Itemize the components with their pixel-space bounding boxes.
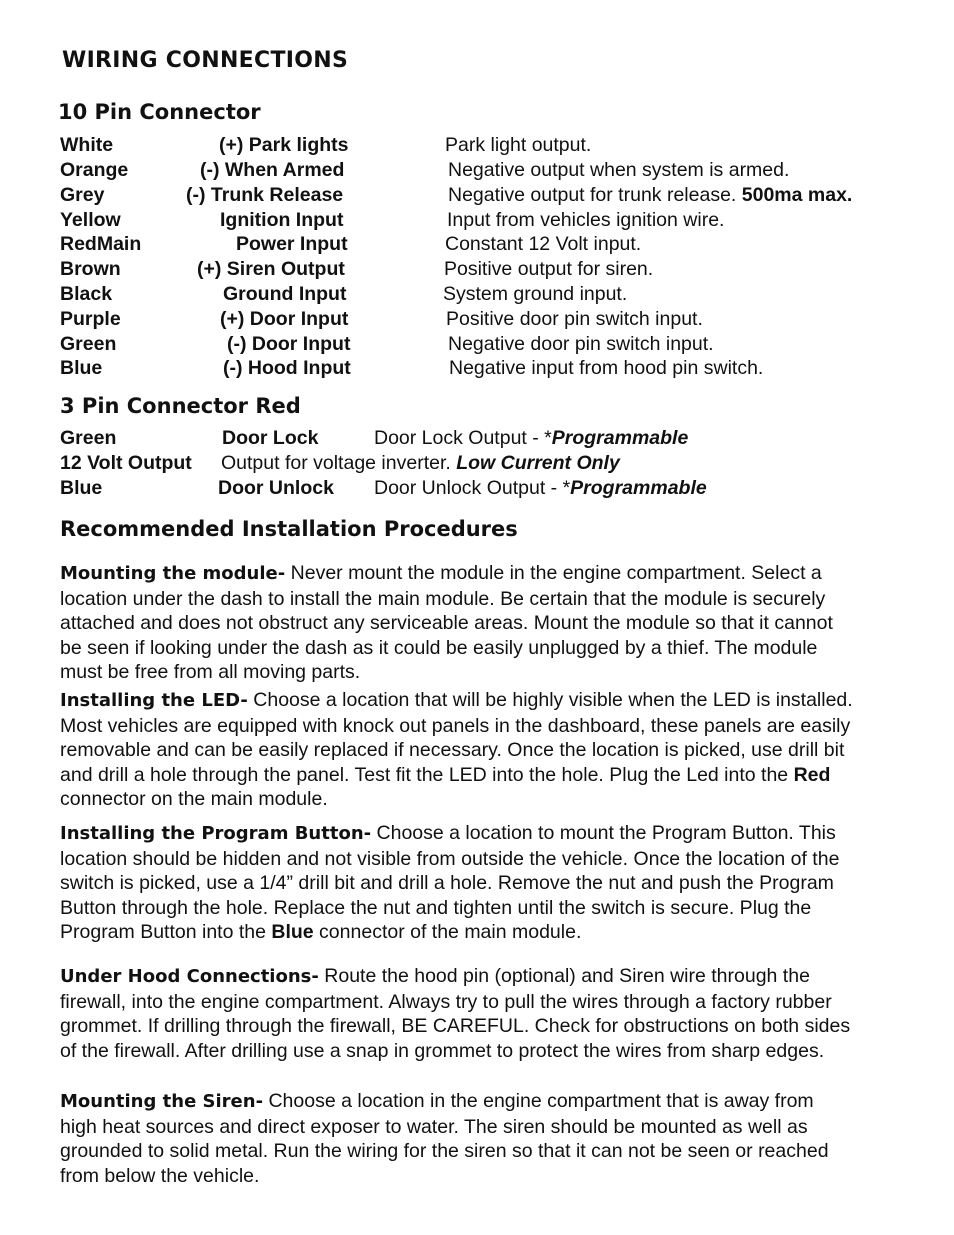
wire-color: Green — [60, 333, 117, 355]
wire-color: Blue — [60, 477, 103, 499]
wire-function: (-) Hood Input — [223, 357, 351, 379]
wire-function: Ignition Input — [220, 209, 344, 231]
wire-description: Constant 12 Volt input. — [445, 233, 642, 255]
wire-color: Brown — [60, 258, 121, 280]
table-row — [60, 426, 910, 451]
table-row — [60, 282, 910, 307]
wire-description: Negative output for trunk release. 500ma max. — [448, 184, 853, 206]
under-hood-paragraph: Under Hood Connections- Route the hood pin (optional) and Siren wire through the firewall, into the engine compartment. Always try to pull the wires through a factory rubber grommet. If drilling through the firewall, BE CAREFUL. Check for obstructions on both sides of the firewall. After drilling use a snap in grommet to protect the wires from sharp edges. — [60, 965, 851, 1062]
installing-program-button-paragraph: Installing the Program Button- Choose a location to mount the Program Button. This location should be hidden and not visible from outside the vehicle. Once the location of the switch is picked, use a 1/4” drill bit and drill a hole. Remove the nut and push the Program Button through the hole. Replace the nut and tighten until the switch is secure. Plug the Program Button into the Blue connector of the main module. — [60, 822, 840, 943]
wire-description: Park light output. — [445, 134, 592, 156]
wire-color: Purple — [60, 308, 121, 330]
table-row — [60, 476, 910, 501]
procedures-heading: Recommended Installation Procedures — [60, 517, 518, 541]
wire-description: Positive output for siren. — [444, 258, 654, 280]
wire-color: Blue — [60, 357, 103, 379]
table-row — [60, 307, 910, 332]
wire-function: (+) Door Input — [220, 308, 349, 330]
wire-color: White — [60, 134, 114, 156]
paragraph-lead: Under Hood Connections- — [60, 966, 319, 987]
table-row — [60, 451, 910, 476]
paragraph-lead: Mounting the Siren- — [60, 1091, 264, 1112]
paragraph-lead: Installing the LED- — [60, 690, 248, 711]
mounting-siren-paragraph: Mounting the Siren- Choose a location in the engine compartment that is away from high heat sources and direct exposer to water. The siren should be mounted as well as grounded to solid metal. Run the wiring for the siren so that it can not be seen or reached from below the vehicle. — [60, 1090, 829, 1187]
wire-function: (+) Park lights — [219, 134, 349, 156]
wire-description: Input from vehicles ignition wire. — [447, 209, 725, 231]
wire-function: Power Input — [236, 233, 348, 255]
wire-description: Door Lock Output - *Programmable — [374, 427, 689, 449]
wire-function: Door Unlock — [218, 477, 334, 499]
wire-function: (-) When Armed — [200, 159, 345, 181]
table-row — [60, 158, 910, 183]
table-row — [60, 232, 910, 257]
wire-description: Negative input from hood pin switch. — [449, 357, 764, 379]
wire-function: (+) Siren Output — [197, 258, 345, 280]
wire-color: 12 Volt Output — [60, 452, 192, 474]
wire-function: Ground Input — [223, 283, 347, 305]
mounting-module-paragraph: Mounting the module- Never mount the module in the engine compartment. Select a location under the dash to install the main module. Be certain that the module is securely attached and does not obstruct any serviceable areas. Mount the module so that it cannot be seen if looking under the dash as it could be easily unplugged by a thief. The module must be free from all moving parts. — [60, 562, 833, 683]
table-row — [60, 356, 910, 381]
ten-pin-heading: 10 Pin Connector — [58, 100, 261, 124]
paragraph-lead: Installing the Program Button- — [60, 823, 372, 844]
wire-description: Positive door pin switch input. — [446, 308, 703, 330]
table-row — [60, 257, 910, 282]
wire-function: (-) Trunk Release — [186, 184, 344, 206]
wire-color: Grey — [60, 184, 105, 206]
three-pin-heading: 3 Pin Connector Red — [60, 394, 301, 418]
table-row — [60, 208, 910, 233]
wire-description: Negative output when system is armed. — [448, 159, 790, 181]
wire-function: (-) Door Input — [227, 333, 351, 355]
table-row — [60, 183, 910, 208]
wire-color: Black — [60, 283, 113, 305]
wire-description: Output for voltage inverter. Low Current Only — [221, 452, 620, 474]
page-title: WIRING CONNECTIONS — [62, 48, 349, 73]
wire-color: Green — [60, 427, 117, 449]
wire-color: Yellow — [60, 209, 121, 231]
table-row — [60, 133, 910, 158]
table-row — [60, 332, 910, 357]
installing-led-paragraph: Installing the LED- Choose a location that will be highly visible when the LED is installed. Most vehicles are equipped with knock out panels in the dashboard, these panels are easily removable and can be easily replaced if necessary. Once the location is picked, use drill bit and drill a hole through the panel. Test fit the LED into the hole. Plug the Led into the Red connector on the main module. — [60, 689, 853, 810]
wire-function: Door Lock — [222, 427, 319, 449]
wire-description: System ground input. — [443, 283, 628, 305]
paragraph-lead: Mounting the module- — [60, 563, 286, 584]
wire-color: Orange — [60, 159, 129, 181]
wire-description: Door Unlock Output - *Programmable — [374, 477, 707, 499]
wire-description: Negative door pin switch input. — [448, 333, 714, 355]
wire-color: RedMain — [60, 233, 142, 255]
